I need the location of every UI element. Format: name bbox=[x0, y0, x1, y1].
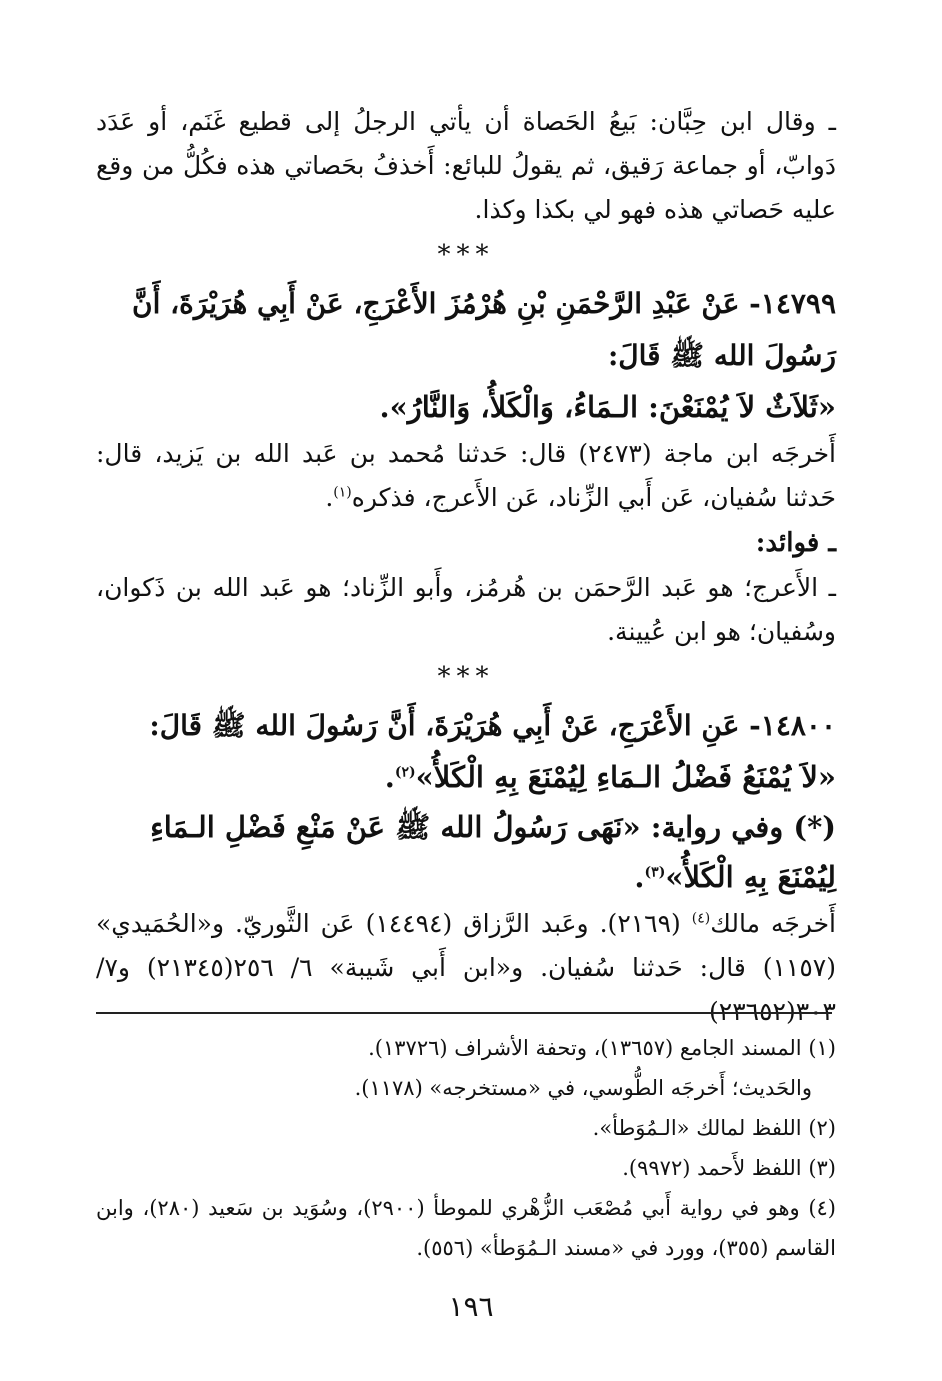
footnote-1: (١) المسند الجامع (١٣٦٥٧)، وتحفة الأشراف (١٣٧٢٦). bbox=[368, 1036, 836, 1060]
hadith-14800-isnad: ١٤٨٠٠- عَنِ الأَعْرَجِ، عَنْ أَبِي هُرَيْرَةَ، أَنَّ رَسُولَ الله ﷺ قَالَ: bbox=[149, 709, 836, 742]
takhrij-14799: أَخرجَه ابن ماجة (٢٤٧٣) قال: حَدثنا مُحمد بن عَبد الله بن يَزيد، قال: حَدثنا سُفيان، عَن أَبي الزِّناد، عَن الأَعرج، فذكره$^{(١)}$. bbox=[96, 439, 836, 512]
fawaid-text: ـ الأَعرج؛ هو عَبد الرَّحمَن بن هُرمُز، وأَبو الزِّناد؛ هو عَبد الله بن ذَكوان، وسُفيان؛ هو ابن عُيينة. bbox=[96, 573, 836, 646]
footnote-ref-2[interactable]: (٢) bbox=[394, 764, 416, 781]
takhrij-14800: أَخرجَه مالك$^{(٤)}$ (٢١٦٩). وعَبد الرَّزاق (١٤٤٩٤) عَن الثَّوريّ. و«الحُمَيدي» (١١٥٧) قال: حَدثنا سُفيان. و«ابن أَبي شَيبة» ٦/ ٢٥٦(٢١٣٤٥) و٧/ ٣٠٣(٢٣٦٥٢) bbox=[96, 909, 836, 1026]
footnote-2: (٢) اللفظ لمالك «الـمُوَطأ». bbox=[592, 1116, 836, 1140]
footnote-4: (٤) وهو في رواية أَبي مُصْعَب الزُّهْري للموطأ (٢٩٠٠)، وسُوَيد بن سَعيد (٢٨٠)، وابن القاسم (٣٥٥)، وورد في «مسند الـمُوَطأ» (٥٥٦). bbox=[96, 1196, 836, 1260]
footnote-1-continuation: والحَديث؛ أَخرجَه الطُّوسي، في «مستخرجه» (١١٧٨). bbox=[354, 1076, 812, 1100]
section-separator: *** bbox=[437, 662, 495, 692]
footnote-ref-4[interactable]: (٤) bbox=[691, 910, 711, 927]
takhrij-text: أَخرجَه ابن ماجة (٢٤٧٣) قال: حَدثنا مُحمد بن عَبد الله بن يَزيد، قال: حَدثنا سُفيان، عَن أَبي الزِّناد، عَن الأَعرج، فذكره bbox=[96, 439, 836, 512]
section-separator: *** bbox=[437, 240, 495, 270]
hadith-14799-isnad: ١٤٧٩٩- عَنْ عَبْدِ الرَّحْمَنِ بْنِ هُرْمُزَ الأَعْرَجِ، عَنْ أَبِي هُرَيْرَةَ، أَنَّ رَسُولَ الله ﷺ قَالَ: bbox=[132, 287, 836, 372]
fawaid-heading: ـ فوائد: bbox=[755, 528, 836, 558]
footnote-ref-1[interactable]: (١) bbox=[333, 484, 352, 501]
footnote-3: (٣) اللفظ لأَحمد (٩٩٧٢). bbox=[622, 1156, 836, 1180]
hadith-14799-matn: «ثَلاَثٌ لاَ يُمْنَعْنَ: الـمَاءُ، وَالْكَلأُ، وَالنَّارُ». bbox=[379, 390, 836, 424]
hadith-14800-matn: «لاَ يُمْنَعُ فَضْلُ الـمَاءِ لِيُمْنَعَ بِهِ الْكَلأُ»$^{(٢)}$. bbox=[384, 760, 836, 794]
footnotes bbox=[96, 1028, 836, 1268]
paragraph-ibn-hibban: ـ وقال ابن حِبَّان: بَيعُ الحَصاة أن يأتي الرجلُ إلى قطيع غَنَم، أو عَدَد دَوابّ، أو جماعة رَقيق، ثم يقولُ للبائع: أَخذفُ بحَصاتي هذه فكُلُّ من وقع عليه حَصاتي هذه فهو لي بكذا وكذا. bbox=[96, 107, 836, 224]
footnote-ref-3[interactable]: (٣) bbox=[644, 864, 666, 881]
page-number: ١٩٦ bbox=[448, 1290, 494, 1323]
footnote-divider bbox=[96, 1012, 832, 1014]
main-text bbox=[96, 100, 836, 1034]
hadith-14800-riwaya: (*) وفي رواية: «نَهَى رَسُولُ الله ﷺ عَنْ مَنْعِ فَضْلِ الـمَاءِ لِيُمْنَعَ بِهِ الْكَلأُ»$^{(٣)}$. bbox=[150, 810, 836, 894]
